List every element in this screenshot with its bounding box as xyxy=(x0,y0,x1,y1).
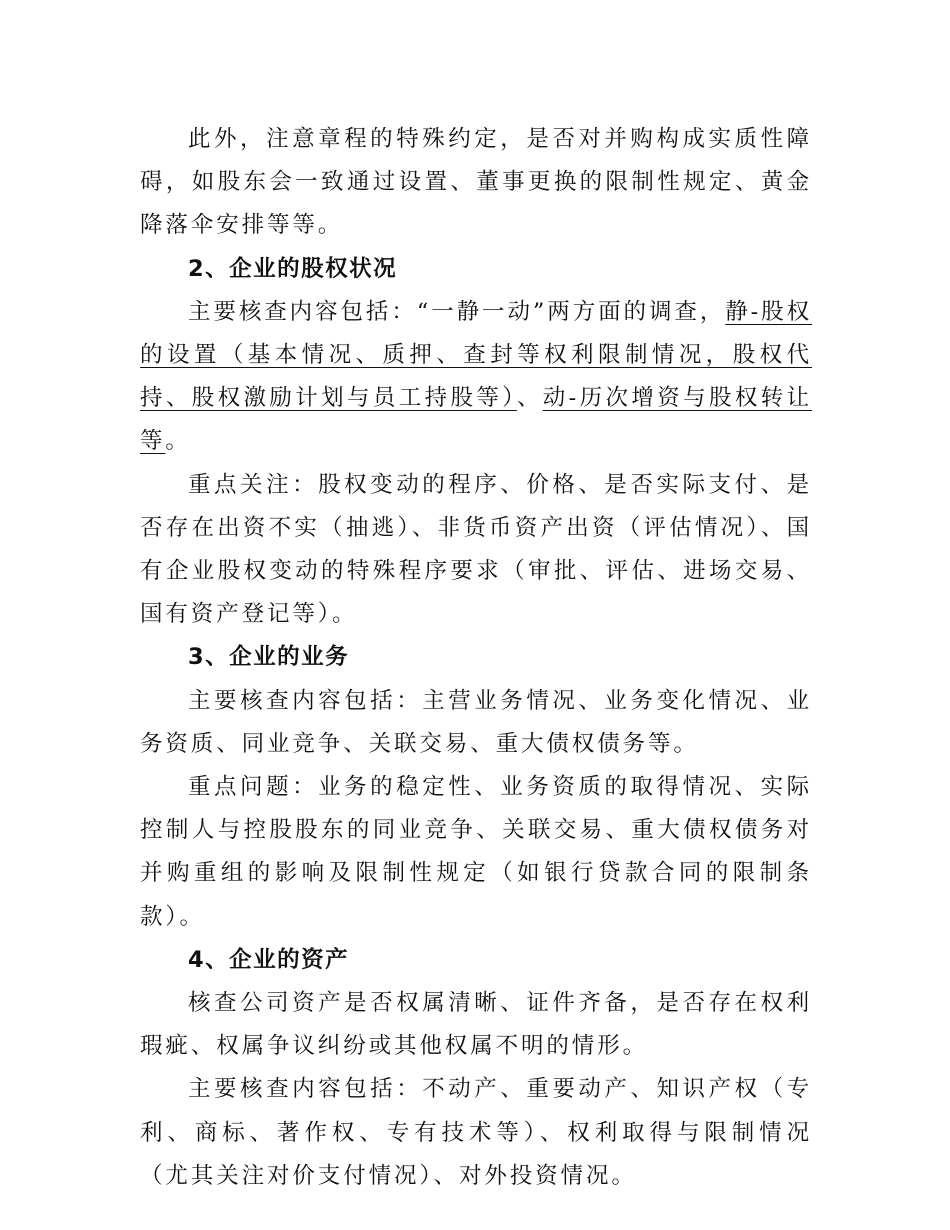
paragraph-assets-review-content: 主要核查内容包括：不动产、重要动产、知识产权（专利、商标、著作权、专有技术等）、权利取得与限制情况（尤其关注对价支付情况）、对外投资情况。 xyxy=(140,1076,812,1189)
equity-static-underlined: 静-股权的设置（基本情况、质押、查封等权利限制情况，股权代持、股权激励计划与员工持股等） xyxy=(140,298,812,412)
document-page xyxy=(140,118,812,1198)
paragraph-business-review-content: 主要核查内容包括：主营业务情况、业务变化情况、业务资质、同业竞争、关联交易、重大债权债务等。 xyxy=(140,687,812,757)
paragraph-equity-focus: 重点关注：股权变动的程序、价格、是否实际支付、是否存在出资不实（抽逃）、非货币资产出资（评估情况）、国有企业股权变动的特殊程序要求（审批、评估、进场交易、国有资产登记等）。 xyxy=(140,471,812,628)
heading-assets: 4、企业的资产 xyxy=(188,946,350,973)
heading-equity-status: 2、企业的股权状况 xyxy=(188,255,398,282)
paragraph-assets-ownership: 核查公司资产是否权属清晰、证件齐备，是否存在权利瑕疵、权属争议纠纷或其他权属不明的情形。 xyxy=(140,990,812,1060)
heading-business: 3、企业的业务 xyxy=(188,644,350,671)
equity-review-intro: 主要核查内容包括：“一静一动”两方面的调查， xyxy=(188,298,726,325)
equity-dynamic-underlined: 动-历次增资与股权转让等 xyxy=(140,385,812,455)
equity-period: 。 xyxy=(165,428,191,455)
paragraph-business-key-issues: 重点问题：业务的稳定性、业务资质的取得情况、实际控制人与控股股东的同业竞争、关联交易、重大债权债务对并购重组的影响及限制性规定（如银行贷款合同的限制条款）。 xyxy=(140,774,812,930)
equity-separator: 、 xyxy=(516,385,543,412)
paragraph-equity-review-content xyxy=(140,291,812,464)
paragraph-articles-special-provisions: 此外，注意章程的特殊约定，是否对并购构成实质性障碍，如股东会一致通过设置、董事更换的限制性规定、黄金降落伞安排等等。 xyxy=(140,126,812,239)
